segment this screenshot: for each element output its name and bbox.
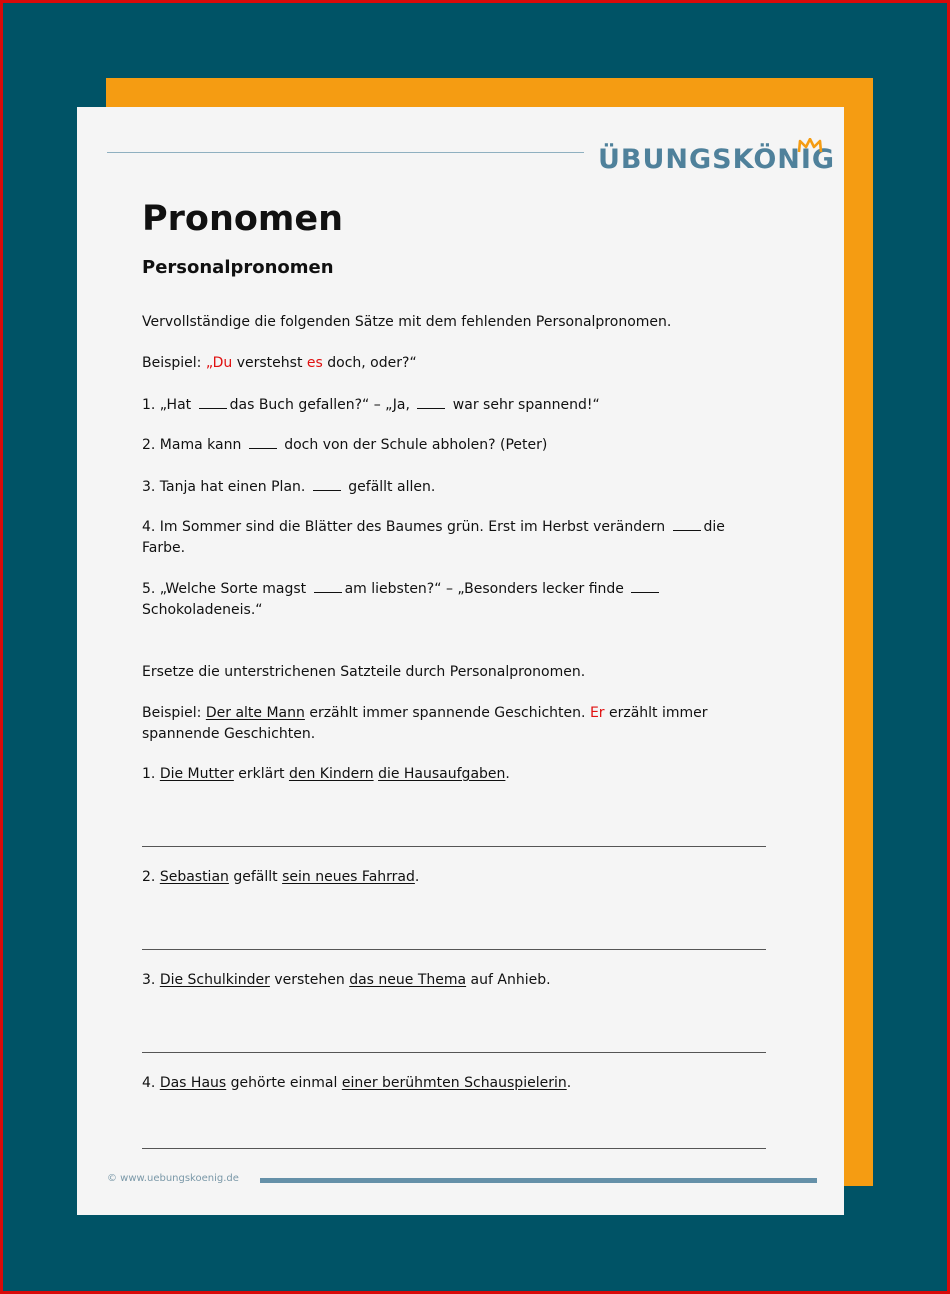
footer-url: © www.uebungskoenig.de (107, 1173, 239, 1184)
blank[interactable] (673, 529, 701, 531)
worksheet (77, 107, 844, 1215)
header-rule (107, 152, 584, 153)
answer-line[interactable] (142, 1052, 766, 1053)
blank[interactable] (417, 407, 445, 409)
replace-exercise-2: 2. Sebastian gefällt sein neues Fahrrad. (142, 869, 420, 885)
exercise-4: 4. Im Sommer sind die Blätter des Baumes grün. Erst im Herbst verändern die Farbe. (142, 519, 725, 556)
blank[interactable] (249, 447, 277, 449)
replace-exercise-4: 4. Das Haus gehörte einmal einer berühmten Schauspielerin. (142, 1075, 572, 1091)
blank[interactable] (199, 407, 227, 409)
answer-line[interactable] (142, 949, 766, 950)
instruction-1: Vervollständige die folgenden Sätze mit dem fehlenden Personalpronomen. (142, 314, 672, 330)
answer-line[interactable] (142, 846, 766, 847)
exercise-3: 3. Tanja hat einen Plan. gefällt allen. (142, 479, 436, 495)
instruction-2: Ersetze die unterstrichenen Satzteile durch Personalpronomen. (142, 664, 586, 680)
exercise-1: 1. „Hat das Buch gefallen?“ – „Ja, war sehr spannend!“ (142, 397, 600, 413)
page-title: Pronomen (142, 199, 344, 239)
blank[interactable] (314, 591, 342, 593)
exercise-2: 2. Mama kann doch von der Schule abholen? (Peter) (142, 437, 548, 453)
page-subtitle: Personalpronomen (142, 257, 334, 278)
crown-icon (797, 138, 823, 154)
replace-exercise-3: 3. Die Schulkinder verstehen das neue Thema auf Anhieb. (142, 972, 551, 988)
replace-exercise-1: 1. Die Mutter erklärt den Kindern die Hausaufgaben. (142, 766, 510, 782)
exercise-5: 5. „Welche Sorte magst am liebsten?“ – „Besonders lecker finde Schokoladeneis.“ (142, 579, 772, 620)
blank[interactable] (631, 591, 659, 593)
brand-logo: ÜBUNGSKÖNIG (598, 144, 836, 175)
footer-bar (260, 1178, 817, 1183)
example-1: Beispiel: „Du verstehst es doch, oder?“ (142, 355, 417, 371)
answer-line[interactable] (142, 1148, 766, 1149)
blank[interactable] (313, 489, 341, 491)
example-2: Beispiel: Der alte Mann erzählt immer spannende Geschichten. Er erzählt immer spannende Geschichten. (142, 705, 708, 742)
